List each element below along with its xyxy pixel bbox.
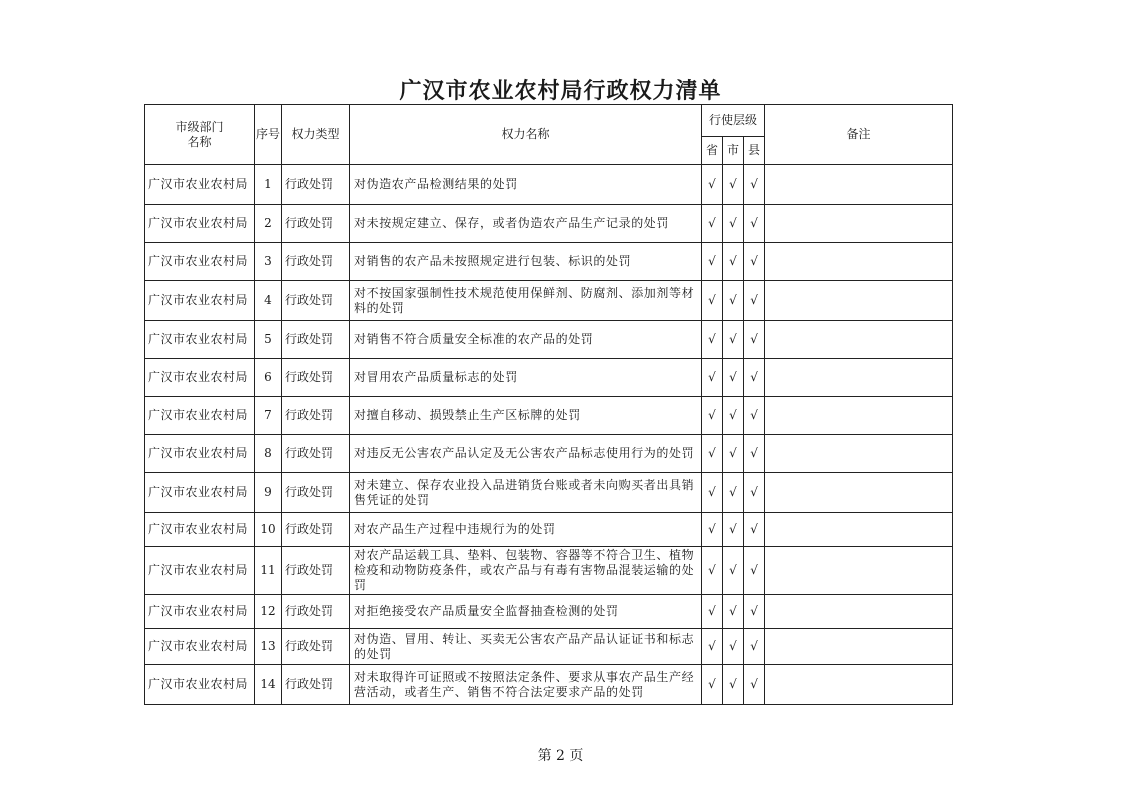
county-check: √ — [744, 473, 765, 513]
city-check: √ — [723, 165, 744, 205]
note-cell — [765, 595, 953, 629]
power-name-cell: 对未按规定建立、保存，或者伪造农产品生产记录的处罚 — [350, 205, 702, 243]
province-check: √ — [702, 435, 723, 473]
county-check: √ — [744, 547, 765, 595]
dept-cell: 广汉市农业农村局 — [145, 473, 255, 513]
dept-cell: 广汉市农业农村局 — [145, 281, 255, 321]
province-check: √ — [702, 473, 723, 513]
county-check: √ — [744, 281, 765, 321]
type-cell: 行政处罚 — [282, 513, 350, 547]
type-cell: 行政处罚 — [282, 165, 350, 205]
table-row — [145, 397, 953, 435]
header-dept — [145, 105, 255, 165]
province-check: √ — [702, 321, 723, 359]
city-check: √ — [723, 513, 744, 547]
county-check: √ — [744, 359, 765, 397]
type-cell: 行政处罚 — [282, 435, 350, 473]
dept-cell: 广汉市农业农村局 — [145, 359, 255, 397]
province-check: √ — [702, 513, 723, 547]
city-check: √ — [723, 665, 744, 705]
province-check: √ — [702, 243, 723, 281]
city-check: √ — [723, 473, 744, 513]
power-name-cell: 对农产品运载工具、垫料、包装物、容器等不符合卫生、植物检疫和动物防疫条件，或农产品与有毒有害物品混装运输的处罚 — [350, 547, 702, 595]
province-check: √ — [702, 205, 723, 243]
county-check: √ — [744, 243, 765, 281]
dept-cell: 广汉市农业农村局 — [145, 243, 255, 281]
city-check: √ — [723, 205, 744, 243]
note-cell — [765, 281, 953, 321]
type-cell: 行政处罚 — [282, 321, 350, 359]
county-check: √ — [744, 321, 765, 359]
county-check: √ — [744, 435, 765, 473]
note-cell — [765, 513, 953, 547]
seq-cell: 3 — [255, 243, 282, 281]
power-name-cell: 对未建立、保存农业投入品进销货台账或者未向购买者出具销售凭证的处罚 — [350, 473, 702, 513]
table-row — [145, 281, 953, 321]
header-county: 县 — [744, 137, 765, 165]
province-check: √ — [702, 595, 723, 629]
province-check: √ — [702, 547, 723, 595]
table-row — [145, 165, 953, 205]
province-check: √ — [702, 397, 723, 435]
table-row — [145, 321, 953, 359]
power-name-cell: 对拒绝接受农产品质量安全监督抽查检测的处罚 — [350, 595, 702, 629]
seq-cell: 14 — [255, 665, 282, 705]
table-row — [145, 243, 953, 281]
note-cell — [765, 205, 953, 243]
dept-cell: 广汉市农业农村局 — [145, 665, 255, 705]
seq-cell: 11 — [255, 547, 282, 595]
header-dept-label: 市级部门名称 — [175, 119, 224, 149]
seq-cell: 1 — [255, 165, 282, 205]
power-name-cell: 对违反无公害农产品认定及无公害农产品标志使用行为的处罚 — [350, 435, 702, 473]
dept-cell: 广汉市农业农村局 — [145, 595, 255, 629]
city-check: √ — [723, 359, 744, 397]
type-cell: 行政处罚 — [282, 205, 350, 243]
county-check: √ — [744, 595, 765, 629]
header-note: 备注 — [765, 105, 953, 165]
table-row — [145, 473, 953, 513]
type-cell: 行政处罚 — [282, 281, 350, 321]
type-cell: 行政处罚 — [282, 359, 350, 397]
note-cell — [765, 665, 953, 705]
dept-cell: 广汉市农业农村局 — [145, 547, 255, 595]
note-cell — [765, 397, 953, 435]
power-name-cell: 对销售不符合质量安全标准的农产品的处罚 — [350, 321, 702, 359]
seq-cell: 7 — [255, 397, 282, 435]
table-row — [145, 435, 953, 473]
dept-cell: 广汉市农业农村局 — [145, 629, 255, 665]
city-check: √ — [723, 397, 744, 435]
county-check: √ — [744, 629, 765, 665]
note-cell — [765, 321, 953, 359]
type-cell: 行政处罚 — [282, 547, 350, 595]
seq-cell: 13 — [255, 629, 282, 665]
note-cell — [765, 547, 953, 595]
seq-cell: 10 — [255, 513, 282, 547]
table-row — [145, 547, 953, 595]
dept-cell: 广汉市农业农村局 — [145, 321, 255, 359]
seq-cell: 9 — [255, 473, 282, 513]
dept-cell: 广汉市农业农村局 — [145, 513, 255, 547]
type-cell: 行政处罚 — [282, 473, 350, 513]
dept-cell: 广汉市农业农村局 — [145, 397, 255, 435]
seq-cell: 8 — [255, 435, 282, 473]
power-name-cell: 对不按国家强制性技术规范使用保鲜剂、防腐剂、添加剂等材料的处罚 — [350, 281, 702, 321]
seq-cell: 2 — [255, 205, 282, 243]
page-number: 第 2 页 — [537, 748, 584, 764]
city-check: √ — [723, 281, 744, 321]
table-row — [145, 595, 953, 629]
header-seq: 序号 — [255, 105, 282, 165]
note-cell — [765, 243, 953, 281]
dept-cell: 广汉市农业农村局 — [145, 435, 255, 473]
power-name-cell: 对伪造农产品检测结果的处罚 — [350, 165, 702, 205]
province-check: √ — [702, 359, 723, 397]
county-check: √ — [744, 165, 765, 205]
power-name-cell: 对农产品生产过程中违规行为的处罚 — [350, 513, 702, 547]
province-check: √ — [702, 165, 723, 205]
note-cell — [765, 359, 953, 397]
power-name-cell: 对伪造、冒用、转让、买卖无公害农产品产品认证证书和标志的处罚 — [350, 629, 702, 665]
province-check: √ — [702, 629, 723, 665]
city-check: √ — [723, 243, 744, 281]
power-name-cell: 对擅自移动、损毁禁止生产区标牌的处罚 — [350, 397, 702, 435]
county-check: √ — [744, 205, 765, 243]
note-cell — [765, 473, 953, 513]
header-type: 权力类型 — [282, 105, 350, 165]
note-cell — [765, 165, 953, 205]
table-body — [145, 165, 953, 705]
seq-cell: 4 — [255, 281, 282, 321]
table-row — [145, 665, 953, 705]
county-check: √ — [744, 665, 765, 705]
type-cell: 行政处罚 — [282, 629, 350, 665]
county-check: √ — [744, 513, 765, 547]
city-check: √ — [723, 435, 744, 473]
city-check: √ — [723, 547, 744, 595]
page-title: 广汉市农业农村局行政权力清单 — [399, 79, 722, 104]
seq-cell: 12 — [255, 595, 282, 629]
table-row — [145, 513, 953, 547]
note-cell — [765, 629, 953, 665]
city-check: √ — [723, 321, 744, 359]
power-name-cell: 对销售的农产品未按照规定进行包装、标识的处罚 — [350, 243, 702, 281]
county-check: √ — [744, 397, 765, 435]
city-check: √ — [723, 595, 744, 629]
province-check: √ — [702, 281, 723, 321]
type-cell: 行政处罚 — [282, 243, 350, 281]
type-cell: 行政处罚 — [282, 397, 350, 435]
header-province: 省 — [702, 137, 723, 165]
power-name-cell: 对冒用农产品质量标志的处罚 — [350, 359, 702, 397]
header-name: 权力名称 — [350, 105, 702, 165]
city-check: √ — [723, 629, 744, 665]
note-cell — [765, 435, 953, 473]
seq-cell: 6 — [255, 359, 282, 397]
dept-cell: 广汉市农业农村局 — [145, 165, 255, 205]
power-name-cell: 对未取得许可证照或不按照法定条件、要求从事农产品生产经营活动，或者生产、销售不符合法定要求产品的处罚 — [350, 665, 702, 705]
power-list-table — [144, 104, 953, 705]
table-row — [145, 359, 953, 397]
type-cell: 行政处罚 — [282, 595, 350, 629]
seq-cell: 5 — [255, 321, 282, 359]
table-row — [145, 205, 953, 243]
header-city: 市 — [723, 137, 744, 165]
header-level: 行使层级 — [702, 105, 765, 137]
table-row — [145, 629, 953, 665]
province-check: √ — [702, 665, 723, 705]
dept-cell: 广汉市农业农村局 — [145, 205, 255, 243]
type-cell: 行政处罚 — [282, 665, 350, 705]
